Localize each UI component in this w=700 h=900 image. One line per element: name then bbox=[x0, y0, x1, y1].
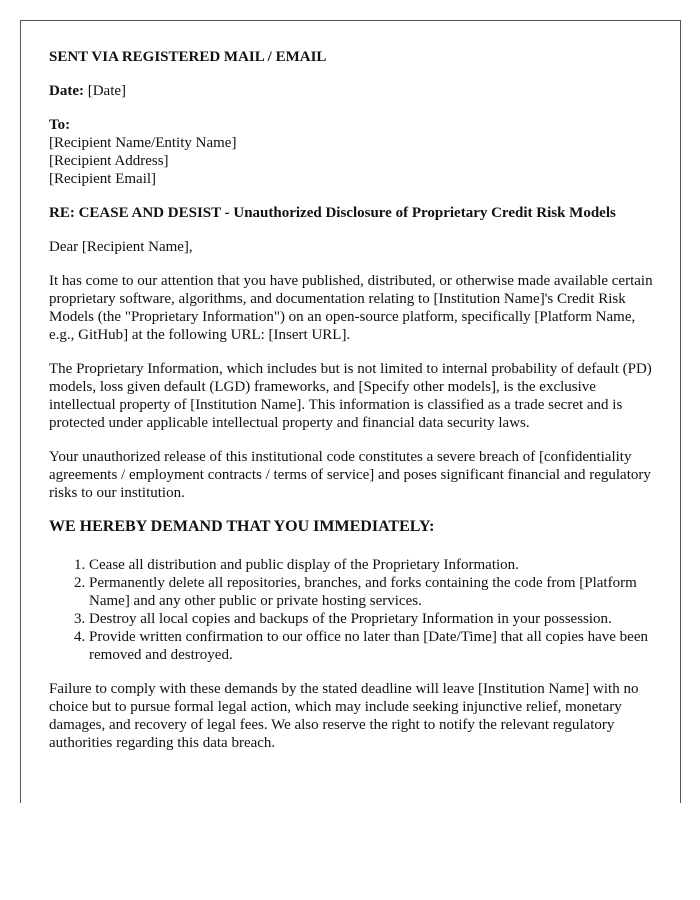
date-line bbox=[49, 82, 661, 100]
recipient-email: [Recipient Email] bbox=[49, 171, 157, 187]
closing-paragraph: Failure to comply with these demands by the stated deadline will leave [Institution Name] with no choice but to pursue formal legal action, which may include seeking injunctive relief, monetary damages, and recovery of legal fees. We also reserve the right to notify the relevant regulatory authorities regarding this data breach. bbox=[49, 681, 639, 751]
demand-list bbox=[49, 556, 661, 664]
recipient-name: [Recipient Name/Entity Name] bbox=[49, 135, 237, 151]
salutation: Dear [Recipient Name], bbox=[49, 239, 193, 255]
demand-item: 2. Permanently delete all repositories, branches, and forks containing the code from [Platform Name] and any other public or private hosting services. bbox=[89, 574, 661, 610]
demand-item: 3. Destroy all local copies and backups of the Proprietary Information in your possession. bbox=[89, 610, 661, 628]
paragraph-proprietary-info: The Proprietary Information, which includes but is not limited to internal probability of default (PD) models, loss given default (LGD) frameworks, and [Specify other models], is the exclusive intellectual property of [Institution Name]. This information is classified as a trade secret and is protected under applicable intellectual property and financial data security laws. bbox=[49, 361, 652, 431]
demand-item: 4. Provide written confirmation to our office no later than [Date/Time] that all copies have been removed and destroyed. bbox=[89, 628, 661, 664]
demand-item: 1. Cease all distribution and public display of the Proprietary Information. bbox=[89, 556, 661, 574]
letter-content bbox=[49, 21, 661, 752]
date-label: Date: bbox=[49, 83, 84, 99]
delivery-method-line: SENT VIA REGISTERED MAIL / EMAIL bbox=[49, 49, 327, 65]
recipient-address: [Recipient Address] bbox=[49, 153, 169, 169]
paragraph-discovery: It has come to our attention that you have published, distributed, or otherwise made available certain proprietary software, algorithms, and documentation relating to [Institution Name]'s Credit Risk Models (the "Proprietary Information") on an open-source platform, specifically [Platform Name, e.g., GitHub] at the following URL: [Insert URL]. bbox=[49, 273, 653, 343]
date-value: [Date] bbox=[87, 83, 127, 99]
subject-line: RE: CEASE AND DESIST - Unauthorized Disclosure of Proprietary Credit Risk Models bbox=[49, 205, 616, 221]
demand-heading: WE HEREBY DEMAND THAT YOU IMMEDIATELY: bbox=[49, 518, 435, 535]
paragraph-breach: Your unauthorized release of this institutional code constitutes a severe breach of [confidentiality agreements / employment contracts / terms of service] and poses significant financial and regulatory risks to our institution. bbox=[49, 449, 651, 501]
to-label: To: bbox=[49, 117, 71, 133]
recipient-block bbox=[49, 116, 661, 188]
letter-page bbox=[20, 20, 681, 803]
